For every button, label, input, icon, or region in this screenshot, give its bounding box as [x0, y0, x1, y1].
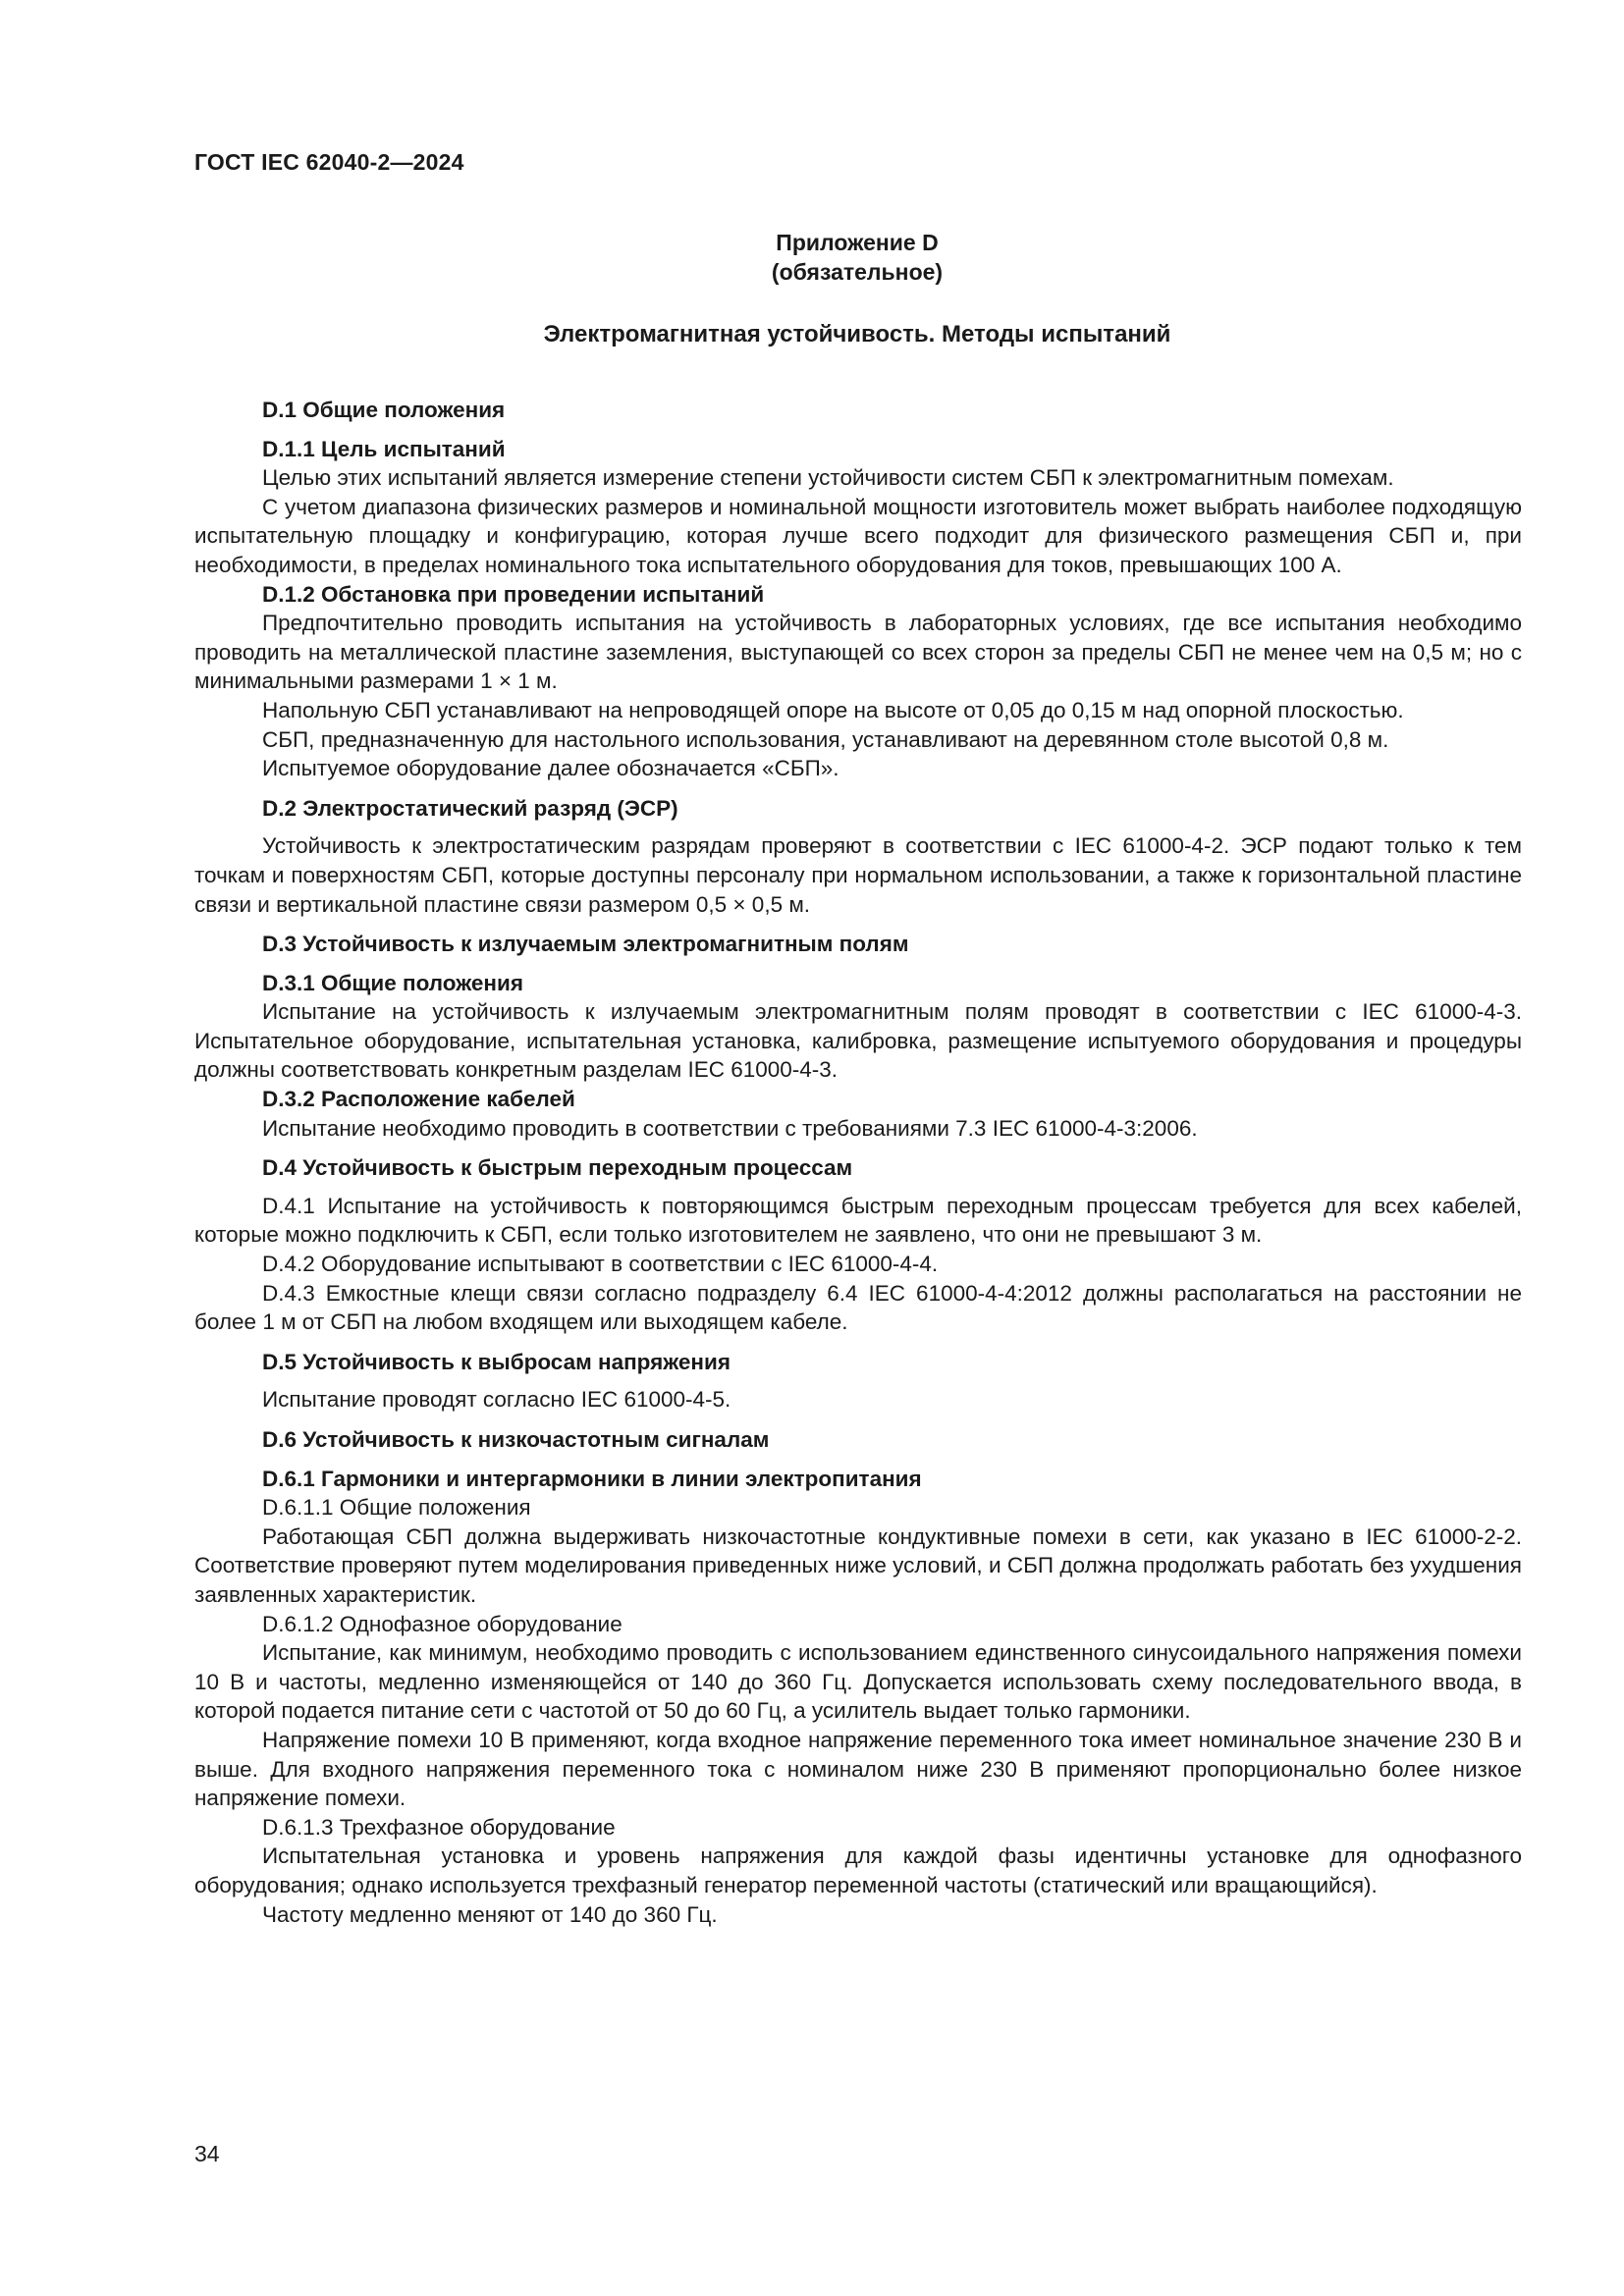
subsection-heading-d6-1: D.6.1 Гармоники и интергармоники в линии электропитания: [262, 1466, 922, 1491]
paragraph: D.4.2 Оборудование испытывают в соответствии с IEC 61000-4-4.: [262, 1252, 939, 1277]
subsection-heading-d1-1: D.1.1 Цель испытаний: [262, 436, 506, 461]
subsection-heading-d1-2: D.1.2 Обстановка при проведении испытаний: [262, 581, 765, 607]
paragraph: Предпочтительно проводить испытания на устойчивость в лабораторных условиях, где все испытания необходимо проводить на металлической пластине заземления, выступающей со всех сторон за пределы СБП не менее чем на 0,5 м; но с минимальными размерами 1 × 1 м.: [194, 611, 1522, 694]
page-number: 34: [194, 2141, 220, 2166]
section-heading-d1: D.1 Общие положения: [262, 398, 506, 422]
subsection-heading-d3-2: D.3.2 Расположение кабелей: [262, 1087, 575, 1112]
section-heading-d4: D.4 Устойчивость к быстрым переходным процессам: [262, 1155, 853, 1181]
annex-heading: [194, 228, 1520, 287]
paragraph: Напольную СБП устанавливают на непроводящей опоре на высоте от 0,05 до 0,15 м над опорной плоскостью.: [262, 697, 1404, 722]
paragraph: D.4.3 Емкостные клещи связи согласно подразделу 6.4 IEC 61000-4-4:2012 должны располагаться на расстоянии не более 1 м от СБП на любом входящем или выходящем кабеле.: [194, 1280, 1522, 1335]
paragraph: СБП, предназначенную для настольного использования, устанавливают на деревянном столе высотой 0,8 м.: [262, 726, 1389, 752]
paragraph: Устойчивость к электростатическим разрядам проверяют в соответствии с IEC 61000-4-2. ЭСР подают только к тем точкам и поверхностям СБП, которые доступны персоналу при нормальном использовании, а также к горизонтальной пластине связи и вертикальной пластине связи размером 0,5 × 0,5 м.: [194, 833, 1522, 917]
paragraph: С учетом диапазона физических размеров и номинальной мощности изготовитель может выбрать наиболее подходящую испытательную площадку и конфигурацию, которая лучше всего подходит для физического размещения СБП и, при необходимости, в пределах номинального тока испытательного оборудования для токов, превышающих 100 А.: [194, 494, 1522, 577]
paragraph: D.4.1 Испытание на устойчивость к повторяющимся быстрым переходным процессам требуется для всех кабелей, которые можно подключить к СБП, если только изготовителем не заявлено, что они не превышают 3 м.: [194, 1193, 1522, 1248]
document-id: ГОСТ IEC 62040-2—2024: [194, 149, 464, 175]
clause-heading-d6-1-1: D.6.1.1 Общие положения: [262, 1495, 531, 1521]
section-heading-d3: D.3 Устойчивость к излучаемым электромагнитным полям: [262, 932, 909, 957]
annex-label: Приложение D: [776, 230, 939, 255]
clause-heading-d6-1-3: D.6.1.3 Трехфазное оборудование: [262, 1814, 616, 1840]
paragraph: Частоту медленно меняют от 140 до 360 Гц.: [262, 1901, 718, 1927]
paragraph: Испытание необходимо проводить в соответствии с требованиями 7.3 IEC 61000-4-3:2006.: [262, 1115, 1198, 1141]
clause-heading-d6-1-2: D.6.1.2 Однофазное оборудование: [262, 1611, 623, 1636]
subsection-heading-d3-1: D.3.1 Общие положения: [262, 970, 523, 995]
paragraph: Целью этих испытаний является измерение степени устойчивости систем СБП к электромагнитным помехам.: [262, 465, 1394, 491]
section-heading-d2: D.2 Электростатический разряд (ЭСР): [262, 795, 678, 821]
paragraph: Испытательная установка и уровень напряжения для каждой фазы идентичны установке для однофазного оборудования; однако используется трехфазный генератор переменной частоты (статический или вращающийся).: [194, 1843, 1522, 1897]
annex-status: (обязательное): [771, 259, 944, 285]
paragraph: Испытание, как минимум, необходимо проводить с использованием единственного синусоидального напряжения помехи 10 В и частоты, медленно изменяющейся от 140 до 360 Гц. Допускается использовать схему последовательного ввода, в которой подается питание сети с частотой от 50 до 60 Гц, а усилитель выдает только гармоники.: [194, 1640, 1522, 1724]
paragraph: Испытуемое оборудование далее обозначается «СБП».: [262, 756, 839, 781]
document-body: [194, 396, 1522, 1929]
section-heading-d5: D.5 Устойчивость к выбросам напряжения: [262, 1349, 731, 1374]
annex-title: Электромагнитная устойчивость. Методы испытаний: [543, 321, 1171, 347]
paragraph: Работающая СБП должна выдерживать низкочастотные кондуктивные помехи в сети, как указано в IEC 61000-2-2. Соответствие проверяют путем моделирования приведенных ниже условий, и СБП должна продолжать работать без ухудшения заявленных характеристик.: [194, 1523, 1522, 1607]
section-heading-d6: D.6 Устойчивость к низкочастотным сигналам: [262, 1427, 770, 1452]
paragraph: Испытание на устойчивость к излучаемым электромагнитным полям проводят в соответствии с IEC 61000-4-3. Испытательное оборудование, испытательная установка, калибровка, размещение испытуемого оборудования и процедуры должны соответствовать конкретным разделам IEC 61000-4-3.: [194, 999, 1522, 1083]
paragraph: Напряжение помехи 10 В применяют, когда входное напряжение переменного тока имеет номинальное значение 230 В и выше. Для входного напряжения переменного тока с номиналом ниже 230 В применяют пропорционально более низкое напряжение помехи.: [194, 1727, 1522, 1811]
paragraph: Испытание проводят согласно IEC 61000-4-5.: [262, 1387, 731, 1413]
